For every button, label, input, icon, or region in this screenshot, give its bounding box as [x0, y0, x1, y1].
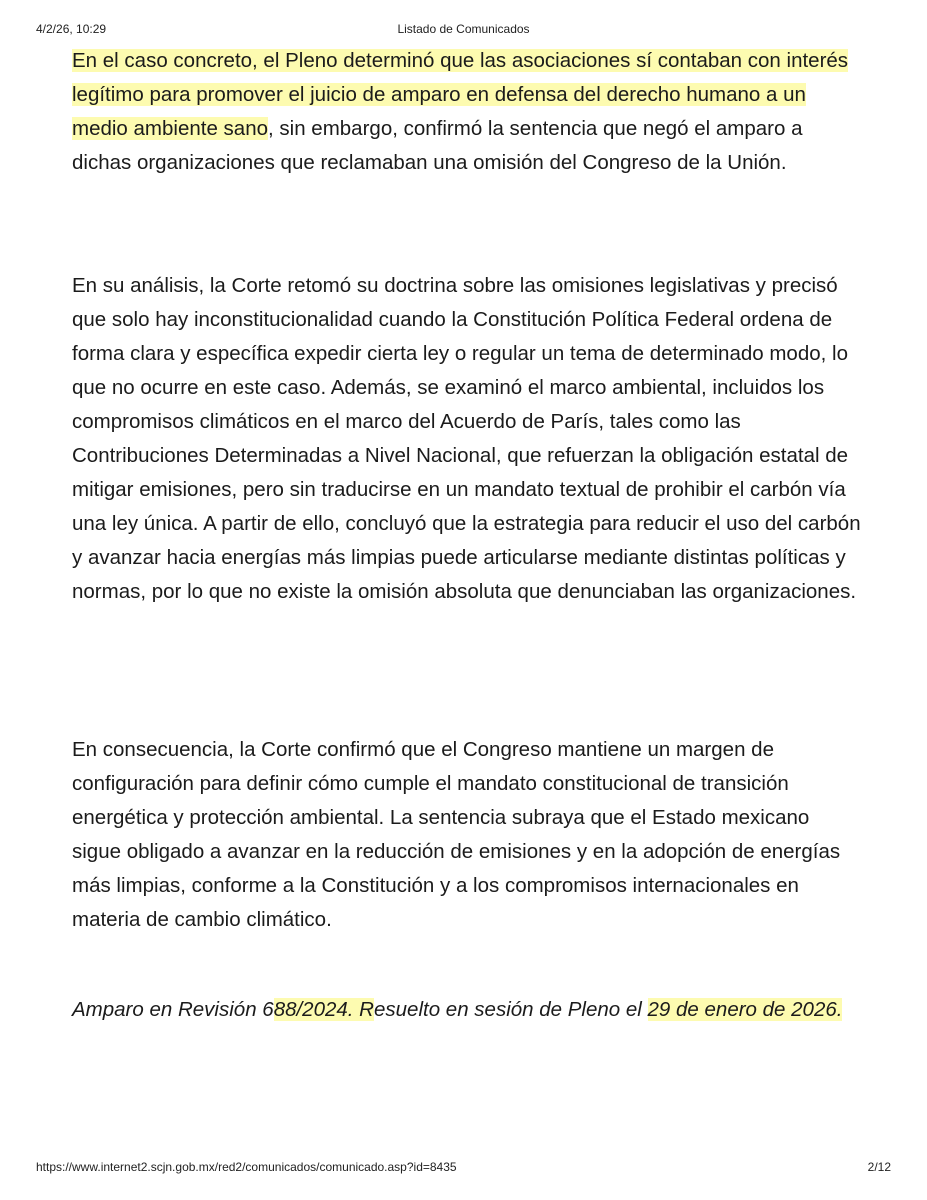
paragraph-3: En consecuencia, la Corte confirmó que el Congreso mantiene un margen de configuración para definir cómo cumple el mandato constitucional de transición energética y protección ambiental. La sentencia subraya que el Estado mexicano sigue obligado a avanzar en la reducción de emisiones y en la adopción de energías más limpias, conforme a la Constitución y a los compromisos internacionales en materia de cambio climático.: [72, 738, 841, 931]
highlighted-text: 88/2024. R: [273, 998, 374, 1021]
highlighted-date: 29 de enero de 2026.: [647, 998, 843, 1021]
print-header: [0, 0, 927, 40]
citation-text: Amparo en Revisión 6: [72, 998, 274, 1021]
print-datetime: 4/2/26, 10:29: [36, 22, 107, 36]
paragraph-text: , sin embargo, confirmó la sentencia que negó el amparo a dichas organizaciones que reclamaban una omisión del Congreso de la Unión.: [72, 117, 803, 174]
highlighted-text: En el caso concreto, el Pleno determinó que las asociaciones sí contaban con interés legítimo para promover el juicio de amparo en defensa del derecho humano a un medio ambiente sano: [72, 49, 849, 140]
document-title: Listado de Comunicados: [397, 22, 530, 36]
citation-text: esuelto en sesión de Pleno el: [374, 998, 648, 1021]
page-number: 2/12: [867, 1160, 891, 1174]
paragraph-2: En su análisis, la Corte retomó su doctrina sobre las omisiones legislativas y precisó que solo hay inconstitucionalidad cuando la Constitución Política Federal ordena de forma clara y específica expedir cierta ley o regular un tema de determinado modo, lo que no ocurre en este caso. Además, se examinó el marco ambiental, incluidos los compromisos climáticos en el marco del Acuerdo de París, tales como las Contribuciones Determinadas a Nivel Nacional, que refuerzan la obligación estatal de mitigar emisiones, pero sin traducirse en un mandato textual de prohibir el carbón vía una ley única. A partir de ello, concluyó que la estrategia para reducir el uso del carbón y avanzar hacia energías más limpias puede articularse mediante distintas políticas y normas, por lo que no existe la omisión absoluta que denunciaban las organizaciones.: [72, 274, 861, 603]
page-url: https://www.internet2.scjn.gob.mx/red2/comunicados/comunicado.asp?id=8435: [36, 1160, 457, 1174]
paragraph-1: [72, 44, 862, 180]
citation: [72, 993, 862, 1027]
